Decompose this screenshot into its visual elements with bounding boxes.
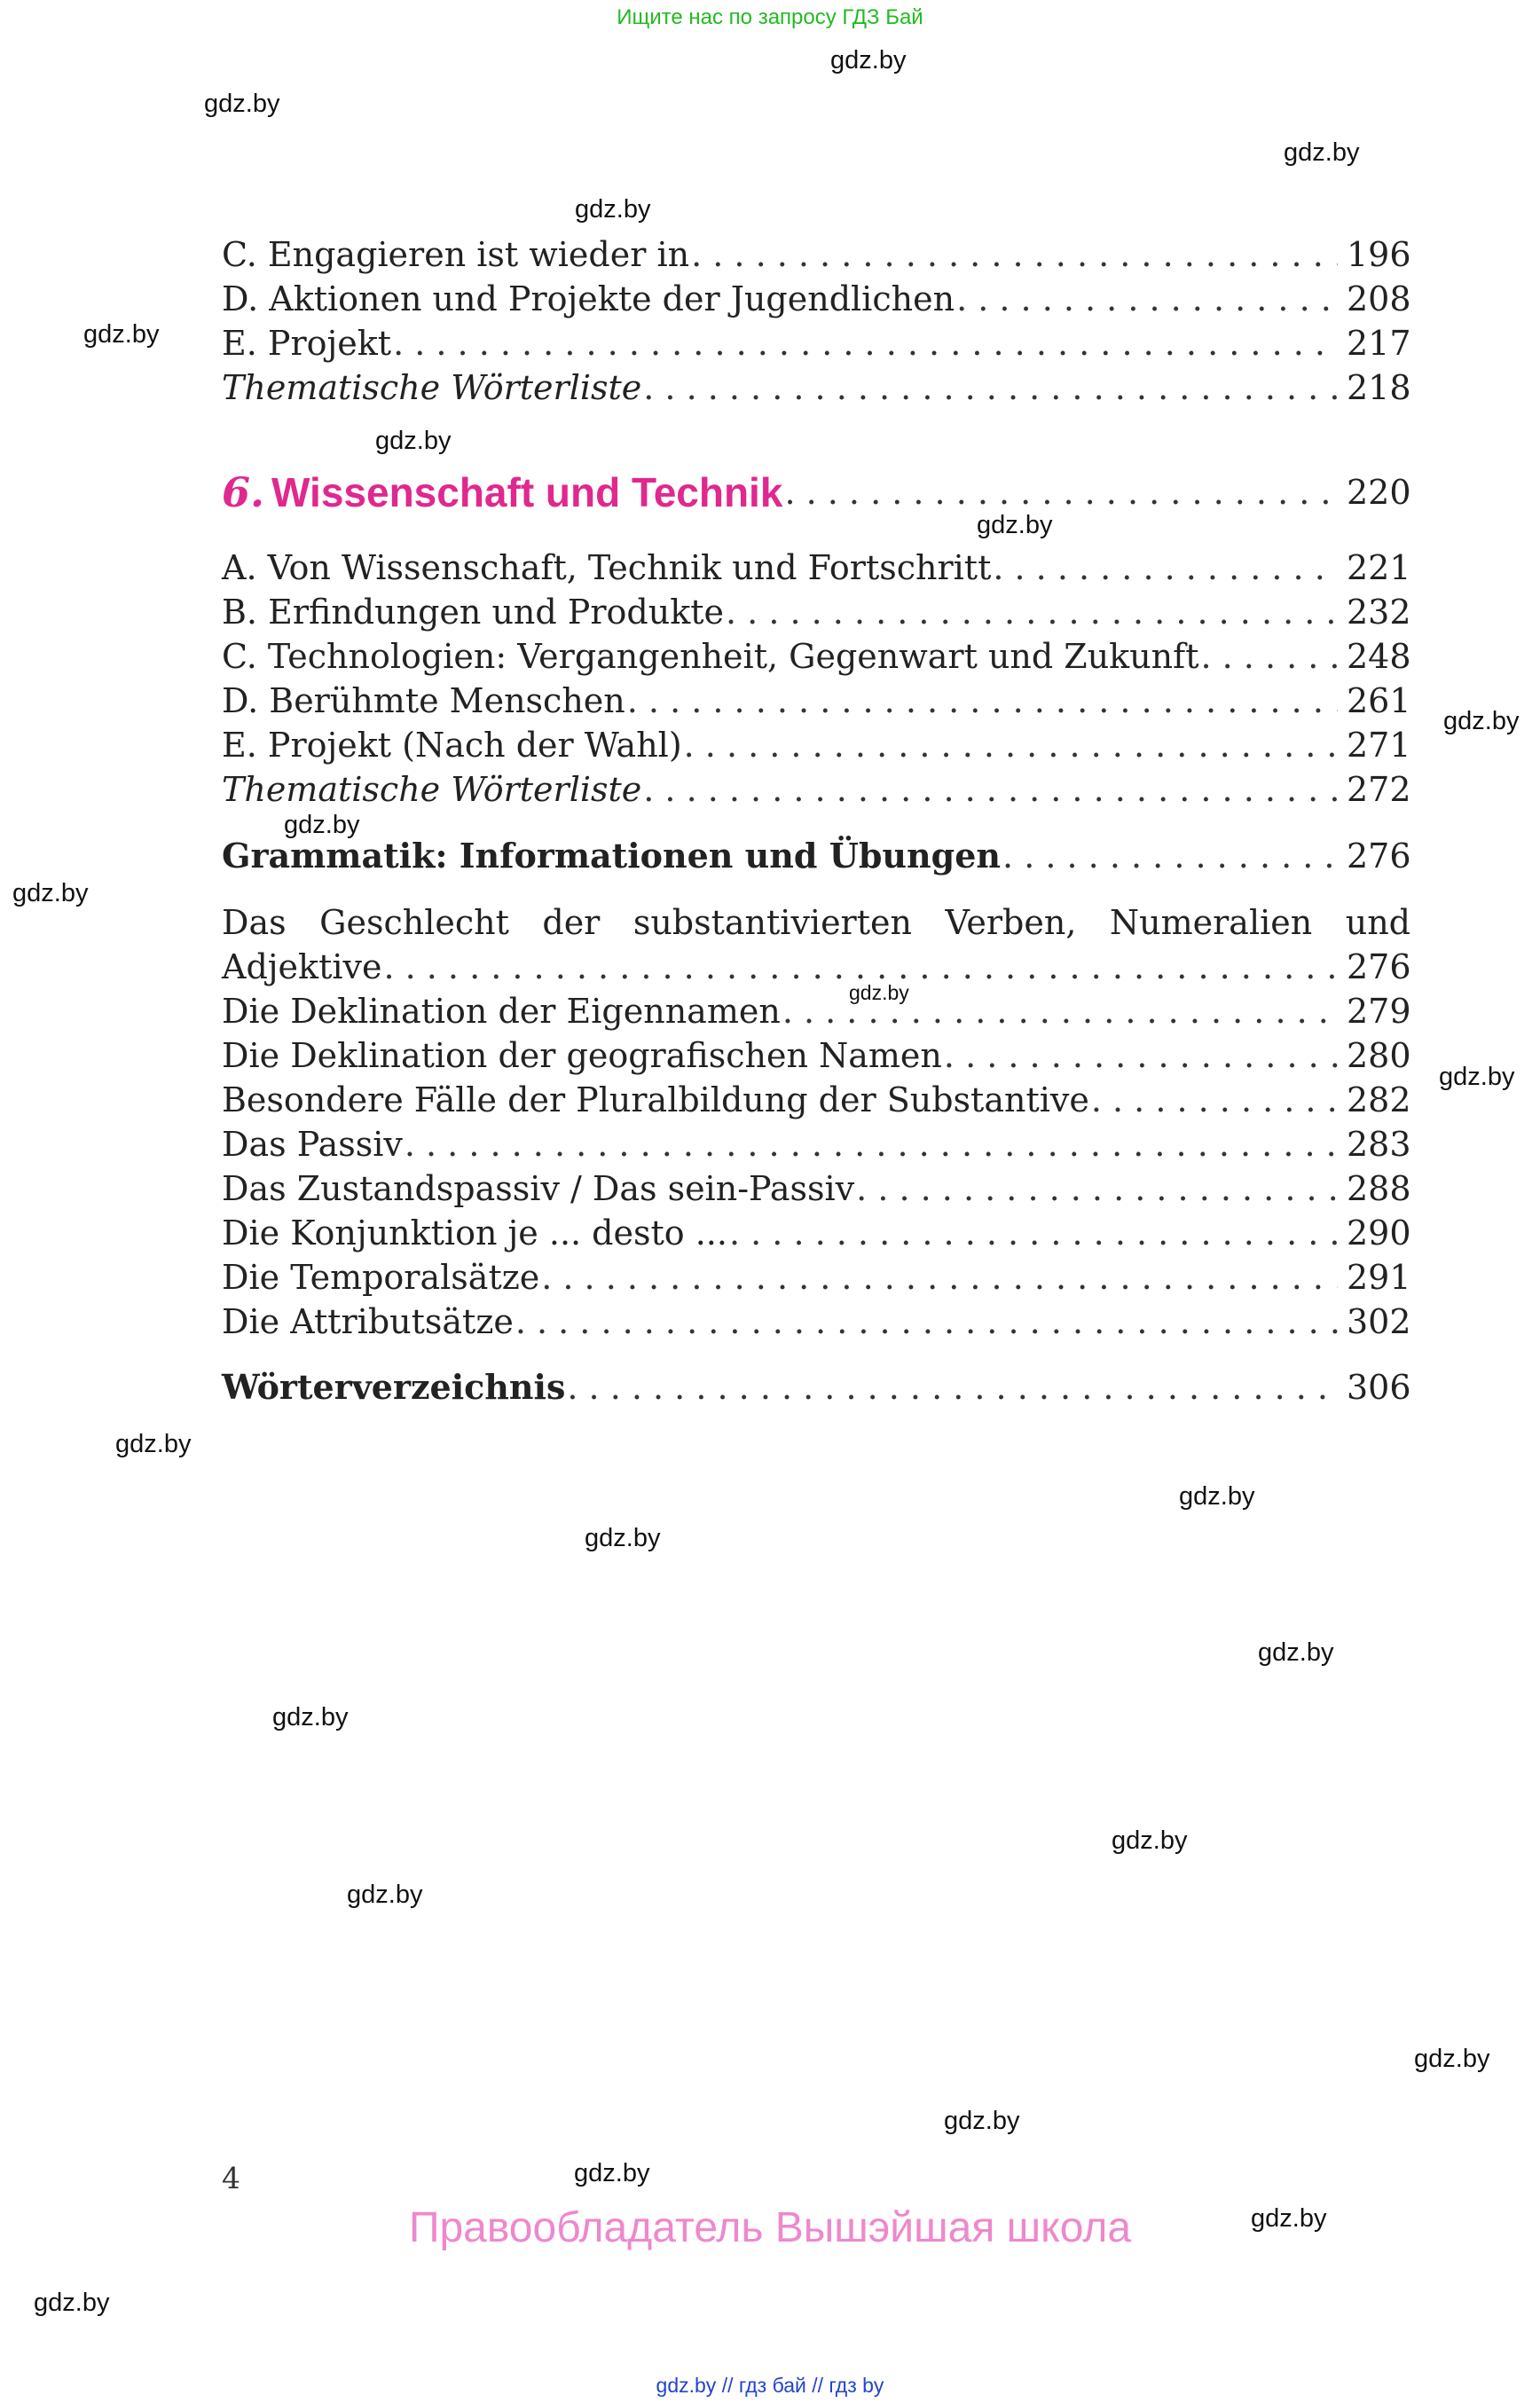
toc-entry-title: C. Technologien: Vergangenheit, Gegenwart und Zukunft: [222, 637, 1199, 676]
toc-entry-page: 248: [1347, 637, 1411, 676]
toc-entry-page: 271: [1347, 726, 1411, 765]
dot-leader: [944, 1033, 1338, 1078]
toc-entry-title: Thematische Wörterliste: [222, 770, 642, 809]
toc-entry-word-list[interactable]: [222, 365, 1410, 410]
watermark: gdz.by: [575, 195, 651, 224]
toc-chapter-heading[interactable]: [222, 467, 1410, 518]
toc-entry-page: 302: [1347, 1302, 1411, 1341]
toc-entry-page: 276: [1347, 836, 1411, 876]
footer-links[interactable]: gdz.by // гдз бай // гдз by: [656, 2374, 884, 2397]
toc-entry[interactable]: [222, 1211, 1410, 1255]
toc-entry-title: Die Attributsätze: [222, 1302, 514, 1341]
dot-leader: [691, 232, 1338, 277]
watermark: gdz.by: [1284, 138, 1360, 167]
toc-entry-title: Das Zustandspassiv / Das sein-Passiv: [222, 1169, 855, 1208]
toc-entry-title: Das Passiv: [222, 1125, 403, 1164]
toc-entry-title: E. Projekt: [222, 324, 392, 363]
watermark: gdz.by: [272, 1703, 349, 1732]
dot-leader: [405, 1122, 1338, 1166]
watermark: gdz.by: [1179, 1482, 1255, 1511]
watermark: gdz.by: [1258, 1638, 1334, 1667]
watermark: gdz.by: [12, 879, 89, 907]
toc-entry[interactable]: [222, 590, 1410, 634]
toc-entry[interactable]: [222, 277, 1410, 321]
watermark: gdz.by: [849, 981, 909, 1004]
toc-entry-page: 288: [1347, 1169, 1411, 1208]
toc-entry[interactable]: [222, 321, 1410, 365]
dot-leader: [782, 989, 1338, 1033]
toc-entry[interactable]: [222, 1078, 1410, 1122]
toc-entry[interactable]: [222, 546, 1410, 590]
toc-entry-title: Adjektive: [222, 947, 382, 986]
watermark: gdz.by: [34, 2289, 110, 2317]
toc-entry-title: Grammatik: Informationen und Übungen: [222, 836, 1002, 876]
toc-entry-page: 261: [1347, 681, 1411, 720]
watermark: gdz.by: [115, 1430, 192, 1458]
watermark: gdz.by: [284, 811, 360, 839]
watermark: gdz.by: [1414, 2045, 1490, 2073]
watermark: gdz.by: [830, 46, 907, 75]
dot-leader: [541, 1255, 1338, 1300]
toc-entry-page: 208: [1347, 279, 1411, 318]
toc-entry-title: Die Temporalsätze: [222, 1258, 540, 1297]
dot-leader: [643, 365, 1338, 410]
dot-leader: [856, 1166, 1338, 1211]
toc-entry-title: E. Projekt (Nach der Wahl): [222, 726, 682, 765]
dot-leader: [567, 1365, 1338, 1410]
dot-leader: [1091, 1078, 1338, 1122]
toc-entry-title: C. Engagieren ist wieder in: [222, 235, 690, 274]
toc-entry-page: 221: [1347, 548, 1411, 587]
watermark: gdz.by: [977, 511, 1053, 539]
page-number: 4: [222, 2161, 240, 2195]
copyright-notice: Правообладатель Вышэйшая школа: [408, 2204, 1132, 2251]
toc-entry-page: 280: [1347, 1036, 1411, 1075]
toc-entry-page: 220: [1347, 473, 1411, 512]
watermark: gdz.by: [585, 1524, 661, 1552]
toc-entry-title: Die Konjunktion je ... desto ...: [222, 1213, 727, 1253]
dot-leader: [784, 467, 1338, 518]
toc-entry-page: 283: [1347, 1125, 1411, 1164]
dot-leader: [643, 767, 1338, 812]
dot-leader: [1200, 634, 1338, 679]
toc-entry-page: 279: [1347, 992, 1411, 1031]
toc-entry-title: Die Deklination der Eigennamen: [222, 992, 781, 1031]
toc-entry[interactable]: [222, 232, 1410, 277]
dot-leader: [684, 723, 1338, 767]
toc-entry-title: Besondere Fälle der Pluralbildung der Substantive: [222, 1080, 1089, 1119]
top-banner[interactable]: Ищите нас по запросу ГДЗ Бай: [617, 5, 923, 29]
chapter-title: [222, 467, 782, 518]
dot-leader: [515, 1300, 1338, 1344]
dot-leader: [627, 679, 1338, 723]
toc-entry-word-list[interactable]: [222, 767, 1410, 812]
toc-entry-title: A. Von Wissenschaft, Technik und Fortschritt: [222, 548, 992, 587]
toc-entry[interactable]: [222, 1166, 1410, 1211]
dot-leader: [1002, 834, 1338, 878]
watermark: gdz.by: [944, 2107, 1020, 2135]
toc-entry[interactable]: [222, 945, 1410, 989]
watermark: gdz.by: [1251, 2204, 1327, 2233]
dot-leader: [956, 277, 1338, 321]
toc-entry-page: 196: [1347, 235, 1411, 274]
watermark: gdz.by: [1439, 1063, 1515, 1091]
toc-grammar-heading[interactable]: [222, 834, 1410, 878]
toc-entry-page: 272: [1347, 770, 1411, 809]
watermark: gdz.by: [375, 427, 452, 455]
toc-entry[interactable]: [222, 1033, 1410, 1078]
toc-entry-title: Thematische Wörterliste: [222, 368, 642, 407]
watermark: gdz.by: [204, 90, 280, 118]
toc-entry-title: D. Berühmte Menschen: [222, 681, 625, 720]
toc-entry-page: 218: [1347, 368, 1411, 407]
dot-leader: [726, 590, 1338, 634]
watermark: gdz.by: [1112, 1826, 1188, 1855]
watermark: gdz.by: [1443, 707, 1520, 735]
dot-leader: [383, 945, 1338, 989]
toc-entry[interactable]: [222, 1122, 1410, 1166]
toc-index-heading[interactable]: [222, 1365, 1410, 1410]
toc-entry-title: Die Deklination der geografischen Namen: [222, 1036, 942, 1075]
watermark: gdz.by: [574, 2159, 650, 2187]
dot-leader: [993, 546, 1338, 590]
toc-entry[interactable]: [222, 679, 1410, 723]
toc-entry[interactable]: [222, 989, 1410, 1033]
toc-entry[interactable]: [222, 723, 1410, 767]
toc-entry-page: 291: [1347, 1258, 1411, 1297]
toc-entry-title: Wörterverzeichnis: [222, 1367, 566, 1407]
toc-entry-page: 290: [1347, 1213, 1411, 1253]
toc-entry-title: D. Aktionen und Projekte der Jugendlichen: [222, 279, 955, 318]
toc-entry-page: 232: [1347, 593, 1411, 632]
toc-entry[interactable]: [222, 1300, 1410, 1344]
dot-leader: [729, 1211, 1338, 1255]
chapter-number: 6.: [222, 468, 265, 516]
chapter-title-text: Wissenschaft und Technik: [271, 469, 783, 515]
dot-leader: [393, 321, 1338, 365]
toc-entry[interactable]: [222, 1255, 1410, 1300]
toc-entry-page: 306: [1347, 1368, 1411, 1407]
toc-entry-line: Das Geschlecht der substantivierten Verben, Numeralien und: [222, 903, 1410, 942]
toc-entry-page: 217: [1347, 324, 1411, 363]
toc-entry-page: 276: [1347, 947, 1411, 986]
watermark: gdz.by: [83, 320, 160, 349]
toc-entry[interactable]: [222, 634, 1410, 679]
toc-entry-title: B. Erfindungen und Produkte: [222, 593, 724, 632]
watermark: gdz.by: [347, 1881, 423, 1909]
toc-entry-page: 282: [1347, 1080, 1411, 1119]
